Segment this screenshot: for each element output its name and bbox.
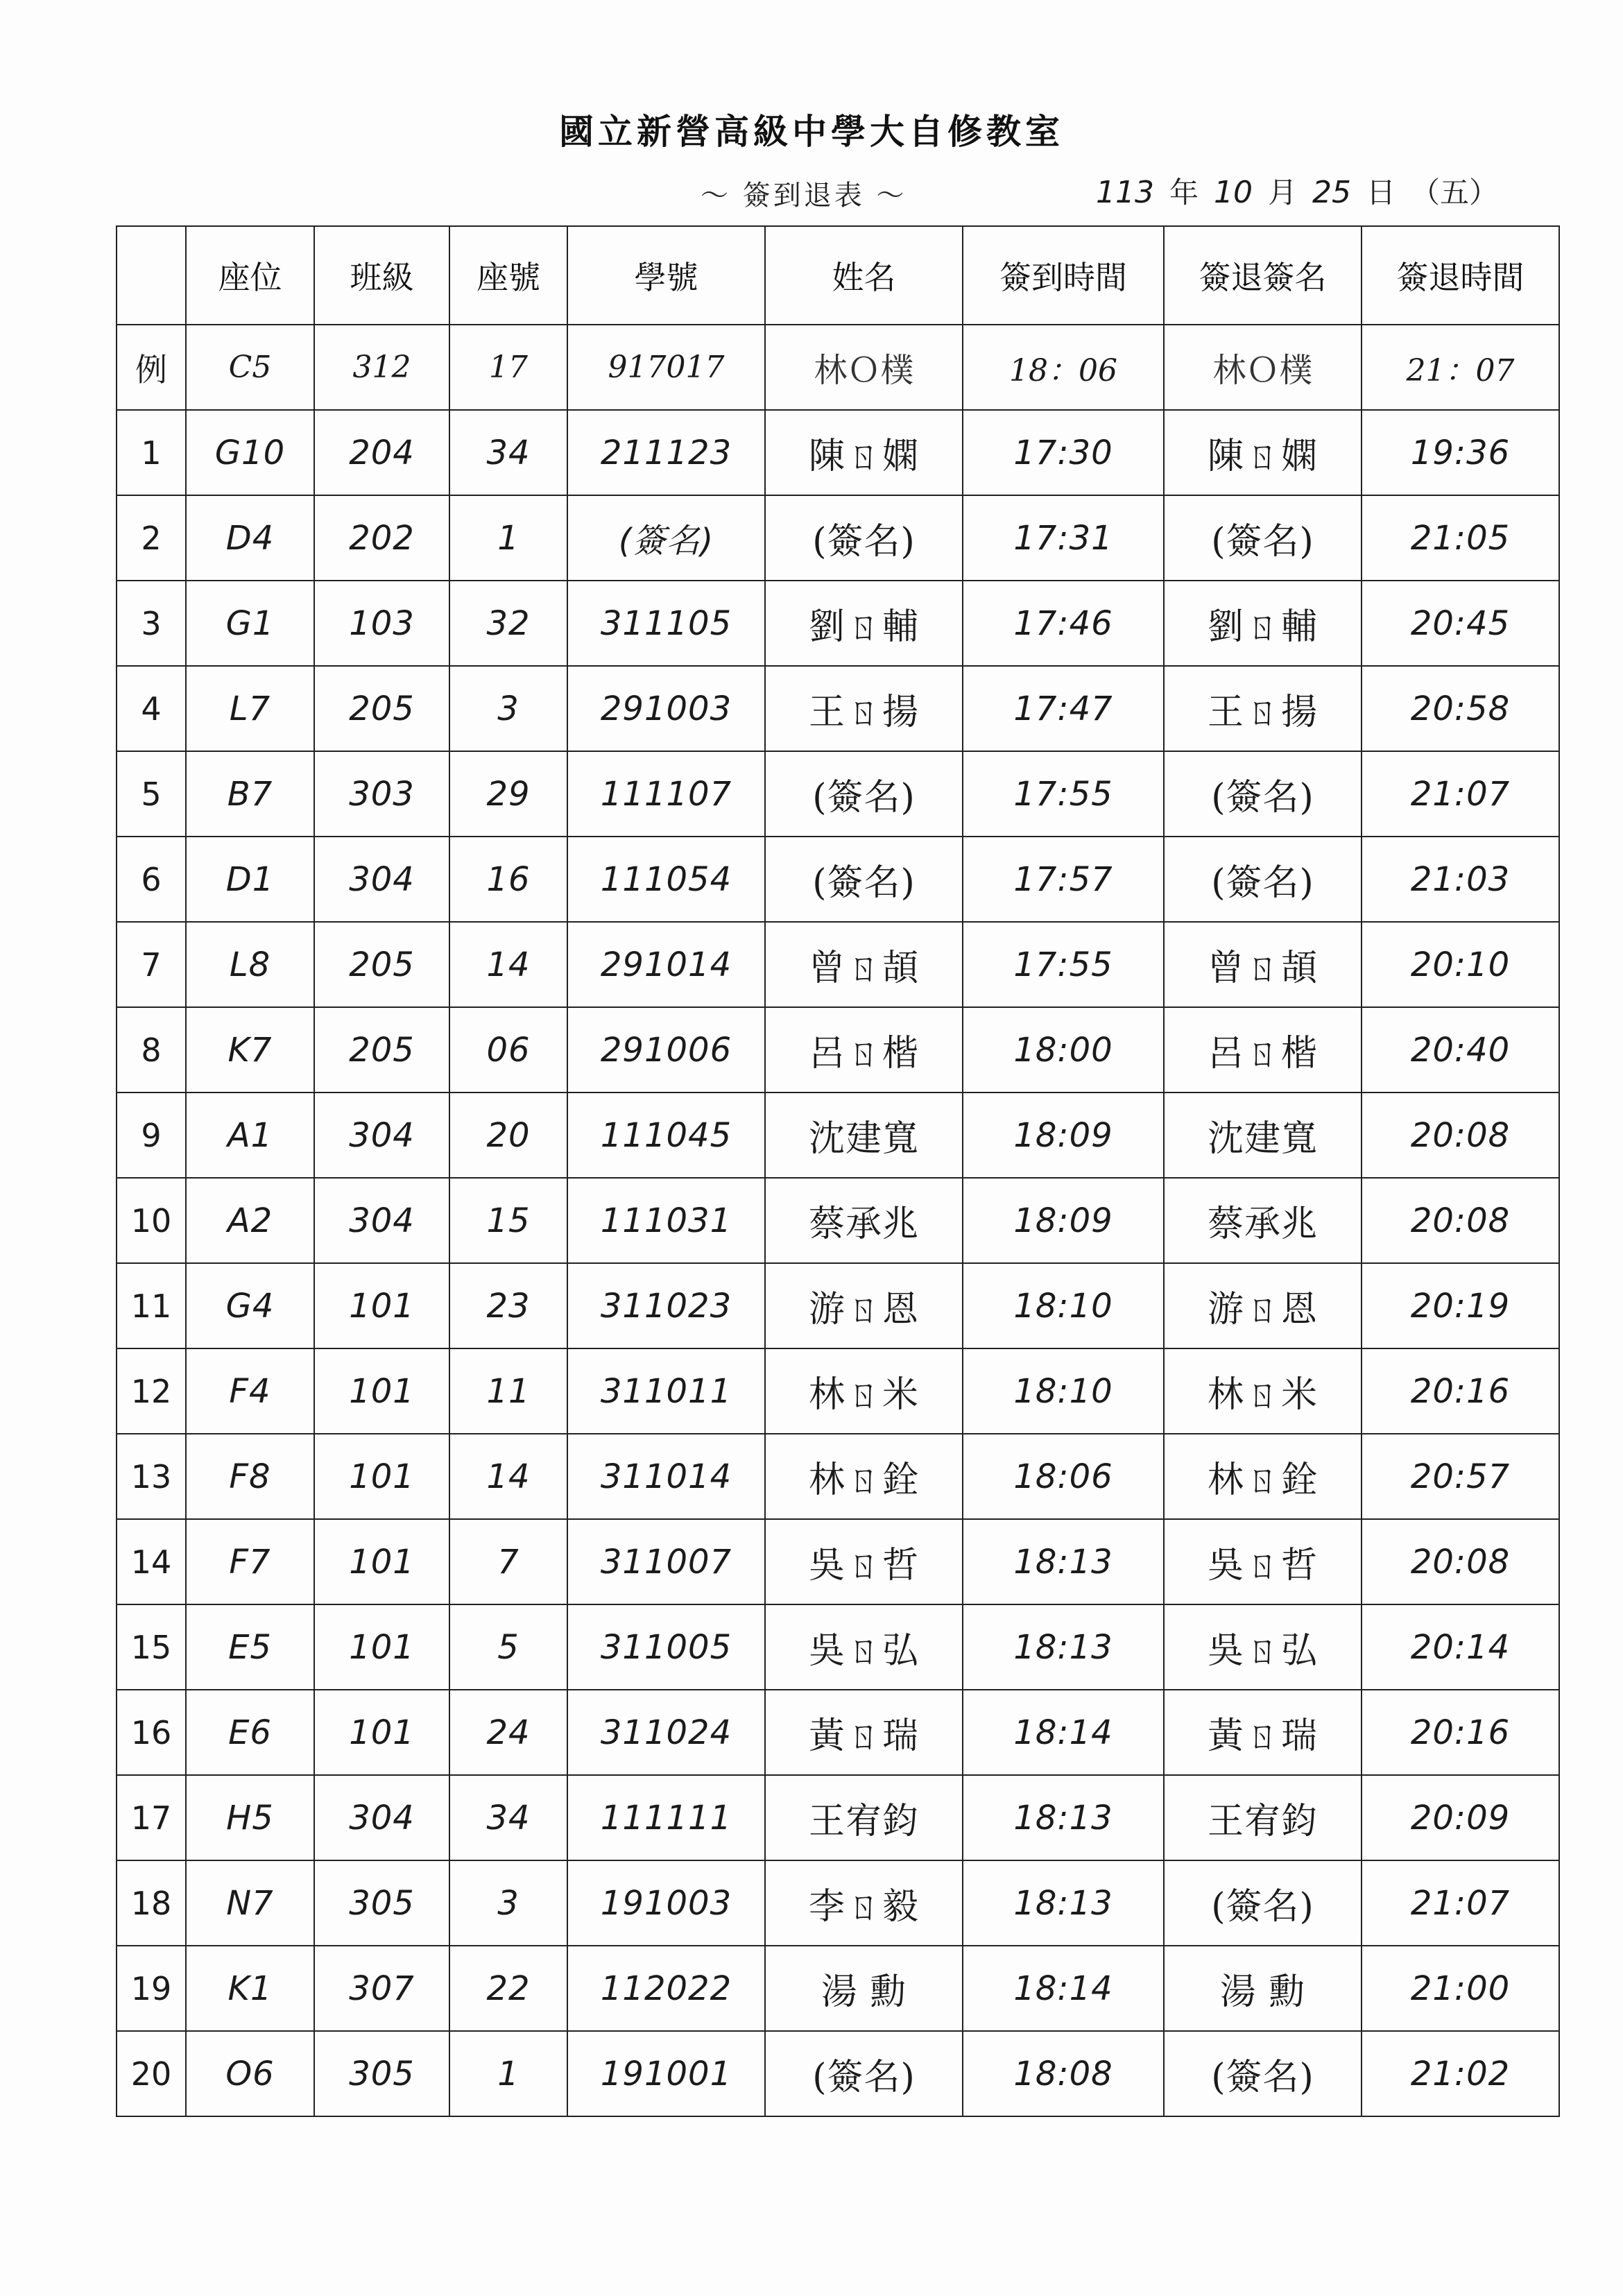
seat-cell: K7 xyxy=(186,1007,314,1093)
row-number: 20 xyxy=(117,2031,186,2116)
row-number: 6 xyxy=(117,837,186,922)
student-id-cell: 111107 xyxy=(567,751,765,837)
name-cell: 李ㄖ毅 xyxy=(765,1860,963,1946)
row-number: 例 xyxy=(117,325,186,410)
student-id-cell: 311023 xyxy=(567,1263,765,1348)
sign-out-name-cell: 蔡承兆 xyxy=(1164,1178,1362,1263)
name-cell: 林ㄖ米 xyxy=(765,1348,963,1434)
student-id-cell: 111054 xyxy=(567,837,765,922)
name-cell: 林ㄖ銓 xyxy=(765,1434,963,1519)
seat-cell: E5 xyxy=(186,1604,314,1690)
seat-cell: N7 xyxy=(186,1860,314,1946)
signin-table xyxy=(116,225,1560,2117)
name-cell: 王宥鈞 xyxy=(765,1775,963,1860)
seat-cell: L8 xyxy=(186,922,314,1007)
sign-out-name-cell: 吳ㄖ哲 xyxy=(1164,1519,1362,1604)
table-row xyxy=(117,1348,1559,1434)
student-id-cell: 111045 xyxy=(567,1093,765,1178)
sign-in-time-cell: 18:13 xyxy=(963,1775,1164,1860)
sign-in-time-cell: 17:55 xyxy=(963,751,1164,837)
column-header-class: 班級 xyxy=(314,226,449,325)
sheet-title: 國立新營高級中學大自修教室 xyxy=(559,111,1064,152)
student-id-cell: 291003 xyxy=(567,666,765,751)
name-cell: 湯 勳 xyxy=(765,1946,963,2031)
row-number: 14 xyxy=(117,1519,186,1604)
student-id-cell: 111111 xyxy=(567,1775,765,1860)
column-header-seat-number: 座號 xyxy=(449,226,567,325)
name-cell: 蔡承兆 xyxy=(765,1178,963,1263)
row-number: 1 xyxy=(117,410,186,495)
seat-number-cell: 1 xyxy=(449,495,567,581)
sign-out-time-cell: 19:36 xyxy=(1362,410,1559,495)
seat-cell: L7 xyxy=(186,666,314,751)
sign-in-time-cell: 17:55 xyxy=(963,922,1164,1007)
name-cell: 劉ㄖ輔 xyxy=(765,581,963,666)
seat-number-cell: 32 xyxy=(449,581,567,666)
seat-cell: F4 xyxy=(186,1348,314,1434)
sign-in-time-cell: 17:57 xyxy=(963,837,1164,922)
table-row xyxy=(117,1604,1559,1690)
row-number: 3 xyxy=(117,581,186,666)
sign-in-time-cell: 18:00 xyxy=(963,1007,1164,1093)
seat-number-cell: 22 xyxy=(449,1946,567,2031)
student-id-cell: 112022 xyxy=(567,1946,765,2031)
sign-in-time-cell: 17:46 xyxy=(963,581,1164,666)
class-cell: 101 xyxy=(314,1434,449,1519)
sign-out-name-cell: 黃ㄖ瑞 xyxy=(1164,1690,1362,1775)
sign-in-time-cell: 17:47 xyxy=(963,666,1164,751)
sign-out-name-cell: 林ㄖ米 xyxy=(1164,1348,1362,1434)
row-number: 5 xyxy=(117,751,186,837)
date-month-label: 月 xyxy=(1268,175,1298,209)
student-id-cell: 191003 xyxy=(567,1860,765,1946)
name-cell: 曾ㄖ頡 xyxy=(765,922,963,1007)
name-cell: 吳ㄖ弘 xyxy=(765,1604,963,1690)
date-year: 113 xyxy=(1096,175,1154,210)
row-number: 16 xyxy=(117,1690,186,1775)
sign-out-name-cell: (簽名) xyxy=(1164,1860,1362,1946)
seat-number-cell: 06 xyxy=(449,1007,567,1093)
table-row xyxy=(117,666,1559,751)
sign-out-time-cell: 21:02 xyxy=(1362,2031,1559,2116)
sign-out-name-cell: 游ㄖ恩 xyxy=(1164,1263,1362,1348)
name-cell: 吳ㄖ哲 xyxy=(765,1519,963,1604)
sign-out-name-cell: (簽名) xyxy=(1164,495,1362,581)
seat-cell: B7 xyxy=(186,751,314,837)
class-cell: 312 xyxy=(314,325,449,410)
class-cell: 101 xyxy=(314,1348,449,1434)
student-id-cell: 111031 xyxy=(567,1178,765,1263)
row-number: 11 xyxy=(117,1263,186,1348)
sign-out-time-cell: 21:05 xyxy=(1362,495,1559,581)
sign-out-name-cell: (簽名) xyxy=(1164,837,1362,922)
example-row xyxy=(117,325,1559,410)
sign-out-name-cell: 劉ㄖ輔 xyxy=(1164,581,1362,666)
name-cell: 黃ㄖ瑞 xyxy=(765,1690,963,1775)
sign-out-name-cell: 湯 勳 xyxy=(1164,1946,1362,2031)
sign-out-name-cell: (簽名) xyxy=(1164,2031,1362,2116)
sign-in-time-cell: 18:08 xyxy=(963,2031,1164,2116)
class-cell: 305 xyxy=(314,1860,449,1946)
class-cell: 205 xyxy=(314,666,449,751)
sign-out-name-cell: 曾ㄖ頡 xyxy=(1164,922,1362,1007)
sign-in-time-cell: 18:06 xyxy=(963,1434,1164,1519)
table-row xyxy=(117,1263,1559,1348)
class-cell: 101 xyxy=(314,1519,449,1604)
sign-out-time-cell: 20:10 xyxy=(1362,922,1559,1007)
class-cell: 304 xyxy=(314,1178,449,1263)
sign-in-time-cell: 17:30 xyxy=(963,410,1164,495)
sign-out-time-cell: 20:08 xyxy=(1362,1178,1559,1263)
table-row xyxy=(117,1178,1559,1263)
seat-cell: F7 xyxy=(186,1519,314,1604)
table-row xyxy=(117,1093,1559,1178)
seat-number-cell: 14 xyxy=(449,922,567,1007)
sign-in-time-cell: 18:13 xyxy=(963,1860,1164,1946)
seat-number-cell: 1 xyxy=(449,2031,567,2116)
date-day: 25 xyxy=(1312,175,1352,210)
sign-out-time-cell: 20:40 xyxy=(1362,1007,1559,1093)
student-id-cell: 291006 xyxy=(567,1007,765,1093)
student-id-cell: 311024 xyxy=(567,1690,765,1775)
column-header-sign-in-time: 簽到時間 xyxy=(963,226,1164,325)
seat-number-cell: 24 xyxy=(449,1690,567,1775)
sign-in-time-cell: 18：06 xyxy=(963,325,1164,410)
sign-in-time-cell: 18:13 xyxy=(963,1604,1164,1690)
seat-cell: F8 xyxy=(186,1434,314,1519)
sign-in-time-cell: 18:14 xyxy=(963,1946,1164,2031)
sign-in-time-cell: 18:09 xyxy=(963,1178,1164,1263)
sign-out-time-cell: 20:57 xyxy=(1362,1434,1559,1519)
row-number: 17 xyxy=(117,1775,186,1860)
sign-out-time-cell: 20:08 xyxy=(1362,1519,1559,1604)
sign-out-time-cell: 20:16 xyxy=(1362,1690,1559,1775)
table-row xyxy=(117,1434,1559,1519)
class-cell: 204 xyxy=(314,410,449,495)
table-row xyxy=(117,922,1559,1007)
sign-in-time-cell: 18:13 xyxy=(963,1519,1164,1604)
sign-out-name-cell: 林Ｏ樸 xyxy=(1164,325,1362,410)
name-cell: (簽名) xyxy=(765,837,963,922)
student-id-cell: 311011 xyxy=(567,1348,765,1434)
seat-number-cell: 34 xyxy=(449,410,567,495)
seat-number-cell: 15 xyxy=(449,1178,567,1263)
column-header-name: 姓名 xyxy=(765,226,963,325)
sign-in-time-cell: 18:14 xyxy=(963,1690,1164,1775)
sign-out-time-cell: 21：07 xyxy=(1362,325,1559,410)
sign-out-time-cell: 20:09 xyxy=(1362,1775,1559,1860)
seat-number-cell: 3 xyxy=(449,666,567,751)
name-cell: (簽名) xyxy=(765,751,963,837)
sign-in-time-cell: 18:09 xyxy=(963,1093,1164,1178)
row-number: 9 xyxy=(117,1093,186,1178)
seat-number-cell: 23 xyxy=(449,1263,567,1348)
sign-in-time-cell: 18:10 xyxy=(963,1263,1164,1348)
class-cell: 101 xyxy=(314,1263,449,1348)
column-header-sign-out-name: 簽退簽名 xyxy=(1164,226,1362,325)
table-body xyxy=(117,325,1559,2116)
name-cell: 沈建寬 xyxy=(765,1093,963,1178)
class-cell: 304 xyxy=(314,837,449,922)
student-id-cell: 917017 xyxy=(567,325,765,410)
name-cell: 王ㄖ揚 xyxy=(765,666,963,751)
sign-out-name-cell: (簽名) xyxy=(1164,751,1362,837)
row-number: 4 xyxy=(117,666,186,751)
name-cell: (簽名) xyxy=(765,495,963,581)
column-header-sign-out-time: 簽退時間 xyxy=(1362,226,1559,325)
table-row xyxy=(117,495,1559,581)
class-cell: 304 xyxy=(314,1775,449,1860)
column-header-seat: 座位 xyxy=(186,226,314,325)
name-cell: 林Ｏ樸 xyxy=(765,325,963,410)
class-cell: 202 xyxy=(314,495,449,581)
name-cell: 呂ㄖ楷 xyxy=(765,1007,963,1093)
row-number: 13 xyxy=(117,1434,186,1519)
sign-out-name-cell: 吳ㄖ弘 xyxy=(1164,1604,1362,1690)
class-cell: 303 xyxy=(314,751,449,837)
row-number: 12 xyxy=(117,1348,186,1434)
seat-number-cell: 14 xyxy=(449,1434,567,1519)
sign-in-time-cell: 17:31 xyxy=(963,495,1164,581)
date-day-label: 日 xyxy=(1366,175,1396,209)
sign-out-time-cell: 20:19 xyxy=(1362,1263,1559,1348)
table-row xyxy=(117,837,1559,922)
seat-number-cell: 34 xyxy=(449,1775,567,1860)
row-number: 19 xyxy=(117,1946,186,2031)
seat-number-cell: 20 xyxy=(449,1093,567,1178)
seat-cell: G10 xyxy=(186,410,314,495)
student-id-cell: 191001 xyxy=(567,2031,765,2116)
student-id-cell: 211123 xyxy=(567,410,765,495)
table-row xyxy=(117,1775,1559,1860)
sign-out-time-cell: 20:45 xyxy=(1362,581,1559,666)
seat-cell: E6 xyxy=(186,1690,314,1775)
table-row xyxy=(117,1007,1559,1093)
class-cell: 101 xyxy=(314,1690,449,1775)
seat-cell: A2 xyxy=(186,1178,314,1263)
seat-number-cell: 11 xyxy=(449,1348,567,1434)
date-month: 10 xyxy=(1214,175,1253,210)
sign-out-name-cell: 王ㄖ揚 xyxy=(1164,666,1362,751)
seat-cell: O6 xyxy=(186,2031,314,2116)
seat-cell: G4 xyxy=(186,1263,314,1348)
student-id-cell: 311005 xyxy=(567,1604,765,1690)
sign-out-name-cell: 陳ㄖ嫻 xyxy=(1164,410,1362,495)
row-number: 18 xyxy=(117,1860,186,1946)
sign-out-time-cell: 21:00 xyxy=(1362,1946,1559,2031)
student-id-cell: 291014 xyxy=(567,922,765,1007)
class-cell: 305 xyxy=(314,2031,449,2116)
table-header-row xyxy=(117,226,1559,325)
student-id-cell: 311105 xyxy=(567,581,765,666)
class-cell: 205 xyxy=(314,922,449,1007)
class-cell: 307 xyxy=(314,1946,449,2031)
sign-out-time-cell: 20:58 xyxy=(1362,666,1559,751)
row-number: 7 xyxy=(117,922,186,1007)
class-cell: 304 xyxy=(314,1093,449,1178)
sign-out-name-cell: 林ㄖ銓 xyxy=(1164,1434,1362,1519)
seat-cell: C5 xyxy=(186,325,314,410)
sheet-date xyxy=(1096,170,1498,212)
sign-in-time-cell: 18:10 xyxy=(963,1348,1164,1434)
table-row xyxy=(117,1946,1559,2031)
seat-number-cell: 3 xyxy=(449,1860,567,1946)
sign-out-time-cell: 21:03 xyxy=(1362,837,1559,922)
seat-number-cell: 7 xyxy=(449,1519,567,1604)
seat-number-cell: 17 xyxy=(449,325,567,410)
table-row xyxy=(117,2031,1559,2116)
sign-out-time-cell: 21:07 xyxy=(1362,1860,1559,1946)
table-row xyxy=(117,581,1559,666)
sheet-subtitle: ～ 簽到退表 ～ xyxy=(701,180,907,212)
sign-out-name-cell: 王宥鈞 xyxy=(1164,1775,1362,1860)
class-cell: 103 xyxy=(314,581,449,666)
sign-out-name-cell: 呂ㄖ楷 xyxy=(1164,1007,1362,1093)
table-row xyxy=(117,1519,1559,1604)
class-cell: 205 xyxy=(314,1007,449,1093)
student-id-cell: 311014 xyxy=(567,1434,765,1519)
column-header-student-id: 學號 xyxy=(567,226,765,325)
seat-cell: D4 xyxy=(186,495,314,581)
row-number: 15 xyxy=(117,1604,186,1690)
student-id-cell: 311007 xyxy=(567,1519,765,1604)
row-number: 2 xyxy=(117,495,186,581)
table-row xyxy=(117,1690,1559,1775)
row-number: 10 xyxy=(117,1178,186,1263)
seat-number-cell: 16 xyxy=(449,837,567,922)
date-weekday: （五） xyxy=(1411,175,1499,209)
name-cell: 陳ㄖ嫻 xyxy=(765,410,963,495)
table-row xyxy=(117,751,1559,837)
sign-out-time-cell: 21:07 xyxy=(1362,751,1559,837)
sign-out-time-cell: 20:14 xyxy=(1362,1604,1559,1690)
student-id-cell: (簽名) xyxy=(567,495,765,581)
seat-cell: A1 xyxy=(186,1093,314,1178)
name-cell: (簽名) xyxy=(765,2031,963,2116)
date-year-label: 年 xyxy=(1169,175,1199,209)
seat-cell: K1 xyxy=(186,1946,314,2031)
sign-out-name-cell: 沈建寬 xyxy=(1164,1093,1362,1178)
table-row xyxy=(117,410,1559,495)
column-header-number xyxy=(117,226,186,325)
sign-out-time-cell: 20:08 xyxy=(1362,1093,1559,1178)
sign-out-time-cell: 20:16 xyxy=(1362,1348,1559,1434)
table-row xyxy=(117,1860,1559,1946)
class-cell: 101 xyxy=(314,1604,449,1690)
seat-cell: H5 xyxy=(186,1775,314,1860)
seat-cell: G1 xyxy=(186,581,314,666)
seat-number-cell: 5 xyxy=(449,1604,567,1690)
row-number: 8 xyxy=(117,1007,186,1093)
seat-cell: D1 xyxy=(186,837,314,922)
name-cell: 游ㄖ恩 xyxy=(765,1263,963,1348)
seat-number-cell: 29 xyxy=(449,751,567,837)
